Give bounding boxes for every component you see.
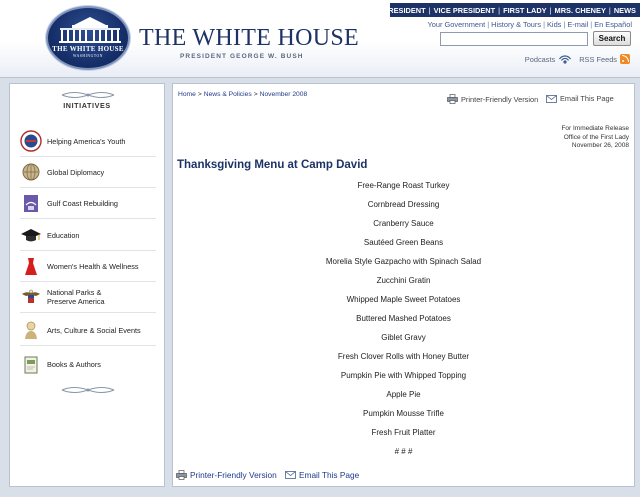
main-content — [172, 83, 635, 487]
sidebar-item-global-diplomacy[interactable] — [20, 157, 156, 188]
top-navigation: PRESIDENT | VICE PRESIDENT | FIRST LADY | MRS. CHENEY | NEWS — [390, 3, 640, 17]
sidebar-item-label: National Parks & — [47, 288, 102, 297]
podcast-icon[interactable] — [557, 53, 573, 65]
sidebar-item-label-line2: Preserve America — [47, 297, 105, 306]
menu-item: Fresh Fruit Platter — [371, 428, 436, 437]
nav-vice-president[interactable]: VICE PRESIDENT — [433, 5, 496, 15]
subnav-en-espanol[interactable]: En Español — [594, 20, 632, 29]
globe-icon — [20, 161, 42, 183]
printer-icon — [176, 470, 187, 480]
ornament-divider-icon — [60, 385, 116, 395]
menu-item: Pumpkin Pie with Whipped Topping — [340, 371, 467, 380]
youth-seal-icon — [20, 130, 42, 152]
menu-item: Buttered Mashed Potatoes — [356, 314, 451, 323]
nav-mrs-cheney[interactable]: MRS. CHENEY — [554, 5, 606, 15]
white-house-seal-logo[interactable] — [46, 6, 130, 70]
red-dress-icon — [20, 255, 42, 277]
release-info — [561, 125, 629, 151]
arts-icon — [20, 319, 42, 341]
seal-subtitle: WASHINGTON — [73, 54, 103, 58]
breadcrumb-november-2008[interactable]: November 2008 — [259, 91, 308, 98]
end-marks: # # # — [394, 447, 413, 456]
menu-item: Whipped Maple Sweet Potatoes — [346, 295, 461, 304]
menu-item: Fresh Clover Rolls with Honey Butter — [337, 352, 470, 361]
sidebar-item-label: Gulf Coast Rebuilding — [47, 198, 118, 208]
article-title: Thanksgiving Menu at Camp David — [177, 159, 368, 171]
menu-item: Pumpkin Mousse Trifle — [363, 409, 444, 418]
sidebar-item-national-parks[interactable] — [20, 282, 156, 313]
email-page-link-bottom[interactable] — [285, 470, 359, 480]
menu-item: Free-Range Roast Turkey — [357, 181, 450, 190]
sidebar-item-books-authors[interactable] — [20, 349, 156, 380]
book-icon — [20, 354, 42, 376]
printer-friendly-label: Printer-Friendly Version — [190, 470, 277, 480]
email-page-label: Email This Page — [560, 94, 614, 103]
nav-president[interactable]: PRESIDENT — [383, 5, 426, 15]
graduation-cap-icon — [20, 224, 42, 246]
feeds-bar — [525, 53, 630, 65]
subnav-history-tours[interactable]: History & Tours — [491, 20, 542, 29]
initiatives-sidebar — [9, 83, 165, 487]
site-title[interactable]: THE WHITE HOUSE — [139, 25, 360, 51]
sidebar-item-label: Education — [47, 230, 80, 240]
email-page-label: Email This Page — [299, 470, 360, 480]
breadcrumb-news-policies[interactable]: News & Policies — [203, 91, 252, 98]
subnav-email[interactable]: E-mail — [567, 20, 589, 29]
site-subtitle: PRESIDENT GEORGE W. BUSH — [180, 53, 304, 60]
envelope-icon — [285, 471, 296, 479]
sidebar-item-label: Books & Authors — [47, 360, 101, 369]
menu-item: Cranberry Sauce — [373, 219, 434, 228]
white-house-building-icon — [48, 8, 132, 72]
gulf-coast-icon — [20, 192, 42, 214]
search-button[interactable]: Search — [593, 31, 631, 46]
menu-item: Giblet Gravy — [381, 333, 426, 342]
menu-item: Cornbread Dressing — [367, 200, 440, 209]
seal-title: THE WHITE HOUSE — [52, 45, 124, 53]
release-line: For Immediate Release — [561, 125, 629, 132]
sidebar-item-label: Women's Health & Wellness — [47, 261, 139, 271]
breadcrumb: Home > News & Policies > November 2008 — [178, 91, 308, 98]
sidebar-item-label: Helping America's Youth — [47, 136, 126, 146]
sidebar-item-label: Arts, Culture & Social Events — [47, 325, 141, 335]
sidebar-item-label: Global Diplomacy — [47, 167, 105, 177]
printer-friendly-link-bottom[interactable] — [176, 470, 277, 480]
menu-item: Zucchini Gratin — [376, 276, 431, 285]
rss-icon[interactable] — [620, 54, 630, 64]
envelope-icon — [546, 95, 557, 103]
podcasts-link[interactable]: Podcasts — [524, 54, 556, 64]
rss-feeds-link[interactable]: RSS Feeds — [579, 54, 617, 64]
nav-news[interactable]: NEWS — [613, 5, 636, 15]
sidebar-item-gulf-coast-rebuilding[interactable] — [20, 188, 156, 219]
release-office: Office of the First Lady — [563, 133, 629, 141]
sidebar-item-womens-health[interactable] — [20, 251, 156, 282]
sidebar-item-education[interactable] — [20, 220, 156, 251]
sidebar-heading: INITIATIVES — [63, 101, 111, 110]
menu-item: Morelia Style Gazpacho with Spinach Salad — [325, 257, 482, 266]
sidebar-item-helping-americas-youth[interactable] — [20, 126, 156, 157]
nav-first-lady[interactable]: FIRST LADY — [503, 5, 547, 15]
site-header — [0, 0, 640, 78]
printer-friendly-label: Printer-Friendly Version — [461, 94, 539, 104]
sidebar-item-arts-culture[interactable] — [20, 315, 156, 346]
ornament-divider-icon — [60, 90, 116, 100]
menu-item: Sautéed Green Beans — [363, 238, 444, 247]
menu-item: Apple Pie — [386, 390, 421, 399]
printer-friendly-link-top[interactable] — [447, 94, 538, 104]
release-date: November 26, 2008 — [571, 142, 629, 150]
subnav-kids[interactable]: Kids — [547, 20, 562, 29]
secondary-navigation: Your Government | History & Tours | Kids | E-mail | En Español — [427, 20, 632, 29]
printer-icon — [447, 94, 458, 104]
eagle-seal-icon — [20, 286, 42, 308]
search-input[interactable] — [440, 32, 588, 46]
email-page-link-top[interactable] — [546, 94, 614, 103]
breadcrumb-home[interactable]: Home — [178, 91, 196, 98]
subnav-your-government[interactable]: Your Government — [427, 20, 486, 29]
